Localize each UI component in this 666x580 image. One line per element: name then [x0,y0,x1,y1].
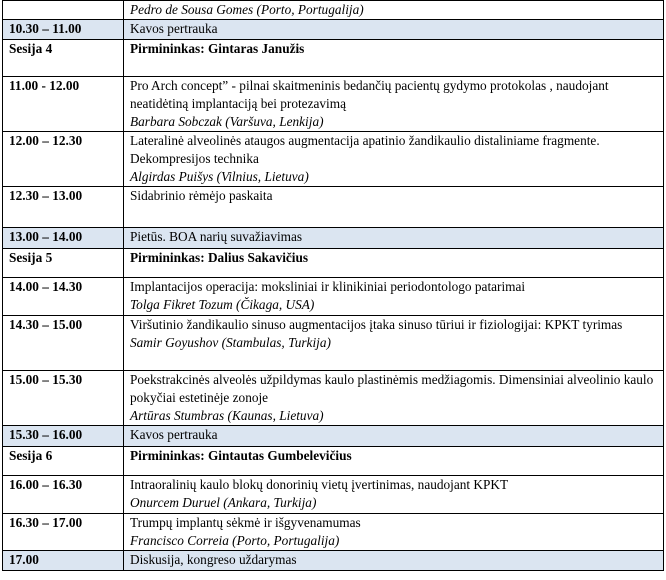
description-cell [124,426,664,447]
speaker-name: Pedro de Sousa Gomes (Porto, Portugalija) [130,2,364,17]
table-row [3,20,664,40]
chair-name: Pirmininkas: Dalius Sakavičius [130,250,309,265]
table-row [3,316,664,371]
item-title: Intraoralinių kaulo blokų donorinių vietų įvertinimas, naudojant KPKT [130,477,509,492]
item-title: Implantacijos operacija: moksliniai ir klinikiniai periodontologo patarimai [130,279,526,294]
time-cell: 11.00 - 12.00 [3,77,124,132]
item-title: Poekstrakcinės alveolės užpildymas kaulo plastinėmis medžiagomis. Dimensiniai alveolinio kaulo pokyčiai estetinėje zonoje [130,372,654,405]
table-row [3,77,664,132]
time-cell: 16.00 – 16.30 [3,476,124,514]
session-label: Sesija 6 [3,447,124,476]
session-header-row [3,249,664,278]
chair-name: Pirmininkas: Gintaras Janužis [130,41,305,56]
time-cell [3,1,124,20]
item-title: Kavos pertrauka [130,427,218,442]
table-row [3,476,664,514]
item-title: Viršutinio žandikaulio sinuso augmentacijos įtaka sinuso tūriui ir fiziologijai: KPKT tyrimas [130,317,623,332]
session-header-row [3,40,664,77]
table-row [3,551,664,571]
session-chair [124,447,664,476]
table-row [3,371,664,426]
description-cell [124,278,664,316]
table-row [3,278,664,316]
table-row [3,514,664,551]
session-label: Sesija 5 [3,249,124,278]
time-cell: 16.30 – 17.00 [3,514,124,551]
speaker-name: Francisco Correia (Porto, Portugalija) [130,533,340,548]
speaker-name: Barbara Sobczak (Varšuva, Lenkija) [130,114,324,129]
item-title: Lateralinė alveolinės ataugos augmentacija apatinio žandikaulio distaliniame fragmente. Dekompresijos technika [130,133,600,166]
session-chair [124,249,664,278]
description-cell [124,20,664,40]
speaker-name: Onurcem Duruel (Ankara, Turkija) [130,495,317,510]
description-cell [124,551,664,571]
description-cell [124,228,664,249]
item-title: Pietūs. BOA narių suvažiavimas [130,229,303,244]
session-label: Sesija 4 [3,40,124,77]
time-cell: 12.30 – 13.00 [3,187,124,228]
item-title: Pro Arch concept” - pilnai skaitmeninis bedančių pacientų gydymo protokolas , naudojant neatidėtiną implantaciją bei protezavimą [130,78,609,111]
table-row [3,1,664,20]
chair-name: Pirmininkas: Gintautas Gumbelevičius [130,448,352,463]
time-cell: 13.00 – 14.00 [3,228,124,249]
description-cell [124,514,664,551]
table-row [3,426,664,447]
item-title: Trumpų implantų sėkmė ir išgyvenamumas [130,515,361,530]
description-cell [124,187,664,228]
speaker-name: Tolga Fikret Tozum (Čikaga, USA) [130,297,315,312]
time-cell: 14.30 – 15.00 [3,316,124,371]
time-cell: 17.00 [3,551,124,571]
table-row [3,132,664,187]
description-cell [124,476,664,514]
time-cell: 14.00 – 14.30 [3,278,124,316]
description-cell [124,77,664,132]
speaker-name: Algirdas Puišys (Vilnius, Lietuva) [130,169,309,184]
table-row [3,228,664,249]
time-cell: 10.30 – 11.00 [3,20,124,40]
session-header-row [3,447,664,476]
description-cell [124,316,664,371]
time-cell: 15.30 – 16.00 [3,426,124,447]
program-table [2,0,664,571]
speaker-name: Artūras Stumbras (Kaunas, Lietuva) [130,408,324,423]
table-row [3,187,664,228]
item-title: Diskusija, kongreso uždarymas [130,552,297,567]
item-title: Sidabrinio rėmėjo paskaita [130,188,273,203]
description-cell [124,371,664,426]
description-cell [124,1,664,20]
description-cell [124,132,664,187]
time-cell: 15.00 – 15.30 [3,371,124,426]
item-title: Kavos pertrauka [130,21,218,36]
session-chair [124,40,664,77]
speaker-name: Samir Goyushov (Stambulas, Turkija) [130,335,331,350]
time-cell: 12.00 – 12.30 [3,132,124,187]
